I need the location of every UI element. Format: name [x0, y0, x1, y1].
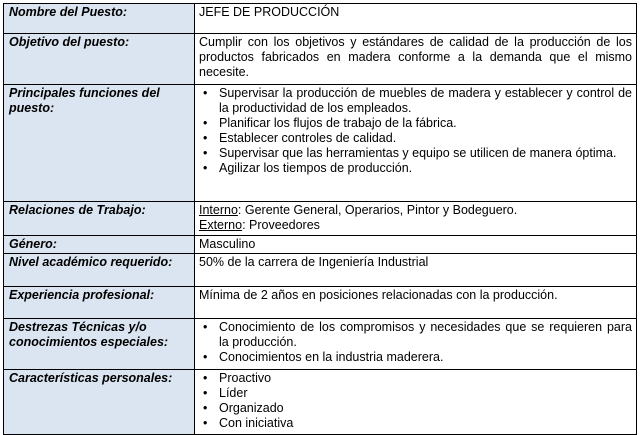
value-genero: Masculino [195, 236, 637, 254]
list-item: • Organizado [219, 401, 632, 416]
label-relaciones: Relaciones de Trabajo: [4, 202, 195, 236]
value-puesto: JEFE DE PRODUCCIÓN [195, 4, 637, 34]
row-experiencia [4, 287, 637, 319]
label-nivel: Nivel académico requerido: [4, 254, 195, 287]
relaciones-externo [199, 218, 632, 233]
destrezas-list [199, 320, 632, 365]
value-caracteristicas [195, 370, 637, 435]
label-funciones: Principales funciones del puesto: [4, 85, 195, 202]
job-description-table [3, 3, 637, 435]
list-item: • Planificar los flujos de trabajo de la fábrica. [219, 116, 632, 131]
list-item: • Proactivo [219, 371, 632, 386]
row-caracteristicas [4, 370, 637, 435]
label-puesto: Nombre del Puesto: [4, 4, 195, 34]
row-destrezas [4, 319, 637, 370]
list-item: • Establecer controles de calidad. [219, 131, 632, 146]
label-caracteristicas: Características personales: [4, 370, 195, 435]
label-genero: Género: [4, 236, 195, 254]
label-experiencia: Experiencia profesional: [4, 287, 195, 319]
list-item: • Supervisar la producción de muebles de madera y establecer y control de la productividad de los empleados. [219, 86, 632, 116]
value-funciones [195, 85, 637, 202]
caracteristicas-list [199, 371, 632, 431]
label-destrezas: Destrezas Técnicas y/o conocimientos especiales: [4, 319, 195, 370]
value-experiencia: Mínima de 2 años en posiciones relacionadas con la producción. [195, 287, 637, 319]
row-relaciones [4, 202, 637, 236]
list-item: • Conocimiento de los compromisos y necesidades que se requieren para la producción. [219, 320, 632, 350]
list-item: • Con iniciativa [219, 416, 632, 431]
row-funciones [4, 85, 637, 202]
row-nivel [4, 254, 637, 287]
value-destrezas [195, 319, 637, 370]
externo-label: Externo [199, 218, 243, 232]
value-relaciones [195, 202, 637, 236]
interno-label: Interno [199, 203, 238, 217]
funciones-list [199, 86, 632, 176]
row-puesto [4, 4, 637, 34]
list-item: • Agilizar los tiempos de producción. [219, 161, 632, 176]
interno-value: : Gerente General, Operarios, Pintor y Bodeguero. [237, 203, 518, 217]
value-objetivo: Cumplir con los objetivos y estándares de calidad de la producción de los productos fabricados en madera conforme a la demanda que el mismo necesite. [195, 34, 637, 85]
row-genero [4, 236, 637, 254]
externo-value: : Proveedores [242, 218, 320, 232]
list-item: • Conocimientos en la industria maderera. [219, 350, 632, 365]
row-objetivo [4, 34, 637, 85]
list-item: • Supervisar que las herramientas y equipo se utilicen de manera óptima. [219, 146, 632, 161]
label-objetivo: Objetivo del puesto: [4, 34, 195, 85]
list-item: • Líder [219, 386, 632, 401]
relaciones-interno [199, 203, 632, 218]
value-nivel: 50% de la carrera de Ingeniería Industrial [195, 254, 637, 287]
